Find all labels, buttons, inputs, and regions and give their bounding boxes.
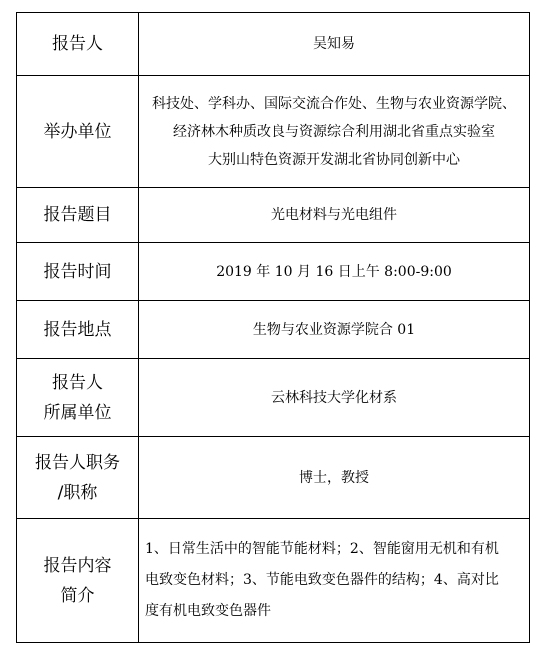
time-label (17, 243, 139, 301)
location-label (17, 301, 139, 359)
summary-label (17, 519, 139, 643)
row-summary (17, 519, 530, 643)
title-value (139, 188, 530, 243)
speaker-label (17, 13, 139, 76)
summary-line-2: 电致变色材料；3、节能电致变色器件的结构；4、高对比 (145, 572, 499, 588)
location-value (139, 301, 530, 359)
summary-line-3: 度有机电致变色器件 (145, 603, 271, 619)
lecture-info-table (16, 12, 530, 643)
position-label (17, 437, 139, 519)
organizer-value (139, 76, 530, 188)
position-label-line-2: /职称 (57, 482, 98, 503)
row-speaker (17, 13, 530, 76)
affiliation-label-line-2: 所属单位 (43, 402, 112, 423)
summary-label-line-2: 简介 (60, 585, 95, 606)
affiliation-value (139, 359, 530, 437)
speaker-label-text: 报告人 (52, 34, 103, 54)
row-location (17, 301, 530, 359)
speaker-value (139, 13, 530, 76)
summary-value (139, 519, 530, 643)
report-title: 光电材料与光电组件 (271, 207, 397, 223)
report-time: 2019 年 10 月 16 日上午 8:00-9:00 (216, 263, 452, 280)
summary-label-line-1: 报告内容 (43, 555, 112, 576)
title-label (17, 188, 139, 243)
row-affiliation (17, 359, 530, 437)
row-title (17, 188, 530, 243)
summary-line-1: 1、日常生活中的智能节能材料；2、智能窗用无机和有机 (145, 541, 499, 557)
position-value (139, 437, 530, 519)
organizer-line-2: 经济林木种质改良与资源综合利用湖北省重点实验室 (173, 123, 495, 140)
row-position (17, 437, 530, 519)
speaker-position: 博士，教授 (299, 469, 369, 486)
affiliation-label (17, 359, 139, 437)
row-organizer (17, 76, 530, 188)
affiliation-label-line-1: 报告人 (52, 372, 103, 393)
row-time (17, 243, 530, 301)
speaker-affiliation: 云林科技大学化材系 (271, 389, 397, 406)
organizer-line-1: 科技处、学科办、国际交流合作处、生物与农业资源学院、 (152, 95, 516, 112)
position-label-line-1: 报告人职务 (35, 452, 120, 473)
organizer-line-3: 大别山特色资源开发湖北省协同创新中心 (208, 151, 460, 168)
time-value (139, 243, 530, 301)
title-label-text: 报告题目 (43, 205, 112, 225)
time-label-text: 报告时间 (43, 261, 112, 282)
location-label-text: 报告地点 (43, 319, 112, 340)
organizer-label (17, 76, 139, 188)
speaker-name: 吴知易 (313, 36, 355, 52)
report-location: 生物与农业资源学院合 01 (252, 321, 416, 338)
organizer-label-text: 举办单位 (43, 121, 112, 142)
